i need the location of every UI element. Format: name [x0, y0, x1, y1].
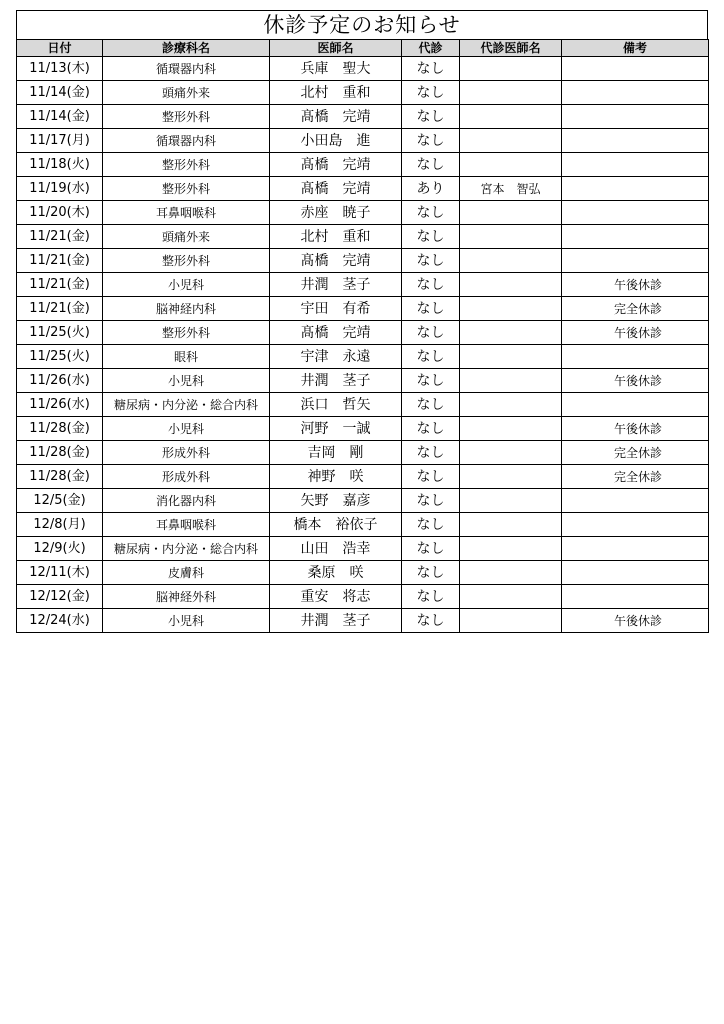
department-cell: 循環器内科: [103, 129, 270, 153]
substitute-cell: なし: [402, 105, 460, 129]
table-row: [17, 201, 709, 225]
substitute-doctor-cell: [460, 369, 562, 393]
table-row: [17, 537, 709, 561]
table-row: [17, 369, 709, 393]
remarks-cell: [562, 537, 709, 561]
column-header-date: 日付: [17, 40, 103, 57]
remarks-cell: [562, 561, 709, 585]
substitute-doctor-cell: [460, 513, 562, 537]
substitute-doctor-cell: [460, 273, 562, 297]
page-title: 休診予定のお知らせ: [16, 10, 708, 39]
department-cell: 脳神経外科: [103, 585, 270, 609]
substitute-doctor-cell: [460, 297, 562, 321]
substitute-doctor-cell: [460, 441, 562, 465]
table-row: [17, 153, 709, 177]
substitute-cell: なし: [402, 249, 460, 273]
substitute-doctor-cell: [460, 585, 562, 609]
substitute-doctor-cell: [460, 57, 562, 81]
substitute-cell: なし: [402, 273, 460, 297]
department-cell: 消化器内科: [103, 489, 270, 513]
substitute-doctor-cell: [460, 417, 562, 441]
department-cell: 整形外科: [103, 321, 270, 345]
department-cell: 糖尿病・内分泌・総合内科: [103, 393, 270, 417]
department-cell: 小児科: [103, 609, 270, 633]
department-cell: 耳鼻咽喉科: [103, 513, 270, 537]
column-header-substitute-doctor: 代診医師名: [460, 40, 562, 57]
doctor-cell: 北村 重和: [270, 81, 402, 105]
column-header-doctor: 医師名: [270, 40, 402, 57]
remarks-cell: [562, 105, 709, 129]
department-cell: 脳神経内科: [103, 297, 270, 321]
remarks-cell: [562, 57, 709, 81]
substitute-cell: なし: [402, 537, 460, 561]
substitute-cell: なし: [402, 393, 460, 417]
substitute-doctor-cell: [460, 201, 562, 225]
department-cell: 耳鼻咽喉科: [103, 201, 270, 225]
date-cell: 11/20(木): [17, 201, 103, 225]
department-cell: 循環器内科: [103, 57, 270, 81]
date-cell: 12/8(月): [17, 513, 103, 537]
substitute-cell: なし: [402, 225, 460, 249]
remarks-cell: 完全休診: [562, 441, 709, 465]
table-row: [17, 345, 709, 369]
doctor-cell: 吉岡 剛: [270, 441, 402, 465]
substitute-cell: なし: [402, 297, 460, 321]
table-row: [17, 609, 709, 633]
remarks-cell: [562, 153, 709, 177]
table-row: [17, 321, 709, 345]
table-row: [17, 225, 709, 249]
table-row: [17, 249, 709, 273]
substitute-cell: なし: [402, 201, 460, 225]
department-cell: 小児科: [103, 369, 270, 393]
doctor-cell: 桑原 咲: [270, 561, 402, 585]
date-cell: 11/18(火): [17, 153, 103, 177]
table-row: [17, 177, 709, 201]
doctor-cell: 山田 浩幸: [270, 537, 402, 561]
date-cell: 11/28(金): [17, 441, 103, 465]
substitute-cell: なし: [402, 609, 460, 633]
department-cell: 整形外科: [103, 177, 270, 201]
substitute-doctor-cell: [460, 537, 562, 561]
remarks-cell: 午後休診: [562, 417, 709, 441]
date-cell: 11/14(金): [17, 81, 103, 105]
substitute-doctor-cell: [460, 321, 562, 345]
substitute-cell: なし: [402, 369, 460, 393]
substitute-cell: なし: [402, 585, 460, 609]
remarks-cell: [562, 249, 709, 273]
substitute-doctor-cell: [460, 465, 562, 489]
department-cell: 糖尿病・内分泌・総合内科: [103, 537, 270, 561]
table-row: [17, 81, 709, 105]
date-cell: 12/5(金): [17, 489, 103, 513]
table-row: [17, 129, 709, 153]
date-cell: 11/26(水): [17, 369, 103, 393]
doctor-cell: 赤座 暁子: [270, 201, 402, 225]
department-cell: 形成外科: [103, 441, 270, 465]
department-cell: 整形外科: [103, 105, 270, 129]
table-header: [17, 40, 709, 57]
date-cell: 11/21(金): [17, 297, 103, 321]
remarks-cell: [562, 177, 709, 201]
date-cell: 11/21(金): [17, 249, 103, 273]
substitute-cell: なし: [402, 81, 460, 105]
department-cell: 整形外科: [103, 249, 270, 273]
department-cell: 皮膚科: [103, 561, 270, 585]
remarks-cell: 完全休診: [562, 465, 709, 489]
substitute-doctor-cell: [460, 105, 562, 129]
substitute-doctor-cell: [460, 81, 562, 105]
doctor-cell: 神野 咲: [270, 465, 402, 489]
doctor-cell: 髙橋 完靖: [270, 321, 402, 345]
remarks-cell: 完全休診: [562, 297, 709, 321]
substitute-cell: あり: [402, 177, 460, 201]
date-cell: 12/24(水): [17, 609, 103, 633]
substitute-doctor-cell: 宮本 智弘: [460, 177, 562, 201]
table-row: [17, 105, 709, 129]
table-row: [17, 273, 709, 297]
doctor-cell: 井潤 茎子: [270, 609, 402, 633]
doctor-cell: 宇田 有希: [270, 297, 402, 321]
department-cell: 形成外科: [103, 465, 270, 489]
column-header-substitute: 代診: [402, 40, 460, 57]
closure-schedule-table: [16, 39, 709, 633]
doctor-cell: 橋本 裕依子: [270, 513, 402, 537]
doctor-cell: 井潤 茎子: [270, 273, 402, 297]
date-cell: 11/21(金): [17, 273, 103, 297]
substitute-cell: なし: [402, 153, 460, 177]
doctor-cell: 北村 重和: [270, 225, 402, 249]
department-cell: 頭痛外来: [103, 81, 270, 105]
doctor-cell: 髙橋 完靖: [270, 249, 402, 273]
date-cell: 11/25(火): [17, 321, 103, 345]
closure-notice-sheet: [16, 10, 708, 633]
table-row: [17, 393, 709, 417]
date-cell: 12/9(火): [17, 537, 103, 561]
substitute-cell: なし: [402, 489, 460, 513]
table-row: [17, 441, 709, 465]
remarks-cell: [562, 81, 709, 105]
substitute-doctor-cell: [460, 393, 562, 417]
remarks-cell: [562, 393, 709, 417]
substitute-doctor-cell: [460, 153, 562, 177]
remarks-cell: [562, 225, 709, 249]
date-cell: 11/17(月): [17, 129, 103, 153]
department-cell: 頭痛外来: [103, 225, 270, 249]
date-cell: 11/13(木): [17, 57, 103, 81]
date-cell: 11/21(金): [17, 225, 103, 249]
substitute-doctor-cell: [460, 249, 562, 273]
remarks-cell: [562, 489, 709, 513]
remarks-cell: [562, 129, 709, 153]
date-cell: 11/14(金): [17, 105, 103, 129]
substitute-cell: なし: [402, 321, 460, 345]
substitute-doctor-cell: [460, 489, 562, 513]
doctor-cell: 髙橋 完靖: [270, 105, 402, 129]
column-header-remarks: 備考: [562, 40, 709, 57]
department-cell: 眼科: [103, 345, 270, 369]
doctor-cell: 重安 将志: [270, 585, 402, 609]
table-row: [17, 465, 709, 489]
table-row: [17, 561, 709, 585]
date-cell: 11/26(水): [17, 393, 103, 417]
substitute-cell: なし: [402, 513, 460, 537]
substitute-doctor-cell: [460, 609, 562, 633]
table-row: [17, 417, 709, 441]
remarks-cell: 午後休診: [562, 369, 709, 393]
table-row: [17, 297, 709, 321]
date-cell: 11/28(金): [17, 417, 103, 441]
substitute-cell: なし: [402, 441, 460, 465]
table-row: [17, 585, 709, 609]
doctor-cell: 矢野 嘉彦: [270, 489, 402, 513]
substitute-cell: なし: [402, 57, 460, 81]
substitute-doctor-cell: [460, 129, 562, 153]
table-row: [17, 513, 709, 537]
substitute-cell: なし: [402, 561, 460, 585]
table-body: [17, 57, 709, 633]
doctor-cell: 小田島 進: [270, 129, 402, 153]
department-cell: 小児科: [103, 417, 270, 441]
substitute-cell: なし: [402, 129, 460, 153]
remarks-cell: [562, 201, 709, 225]
doctor-cell: 髙橋 完靖: [270, 153, 402, 177]
date-cell: 12/12(金): [17, 585, 103, 609]
date-cell: 12/11(木): [17, 561, 103, 585]
remarks-cell: [562, 513, 709, 537]
date-cell: 11/25(火): [17, 345, 103, 369]
substitute-doctor-cell: [460, 561, 562, 585]
substitute-doctor-cell: [460, 225, 562, 249]
date-cell: 11/19(水): [17, 177, 103, 201]
remarks-cell: 午後休診: [562, 609, 709, 633]
substitute-cell: なし: [402, 465, 460, 489]
table-row: [17, 57, 709, 81]
doctor-cell: 兵庫 聖大: [270, 57, 402, 81]
remarks-cell: [562, 585, 709, 609]
doctor-cell: 浜口 哲矢: [270, 393, 402, 417]
remarks-cell: 午後休診: [562, 273, 709, 297]
doctor-cell: 髙橋 完靖: [270, 177, 402, 201]
substitute-doctor-cell: [460, 345, 562, 369]
substitute-cell: なし: [402, 417, 460, 441]
table-row: [17, 489, 709, 513]
department-cell: 整形外科: [103, 153, 270, 177]
doctor-cell: 河野 一誠: [270, 417, 402, 441]
department-cell: 小児科: [103, 273, 270, 297]
doctor-cell: 宇津 永遠: [270, 345, 402, 369]
substitute-cell: なし: [402, 345, 460, 369]
remarks-cell: 午後休診: [562, 321, 709, 345]
remarks-cell: [562, 345, 709, 369]
header-row: [17, 40, 709, 57]
doctor-cell: 井潤 茎子: [270, 369, 402, 393]
date-cell: 11/28(金): [17, 465, 103, 489]
column-header-department: 診療科名: [103, 40, 270, 57]
